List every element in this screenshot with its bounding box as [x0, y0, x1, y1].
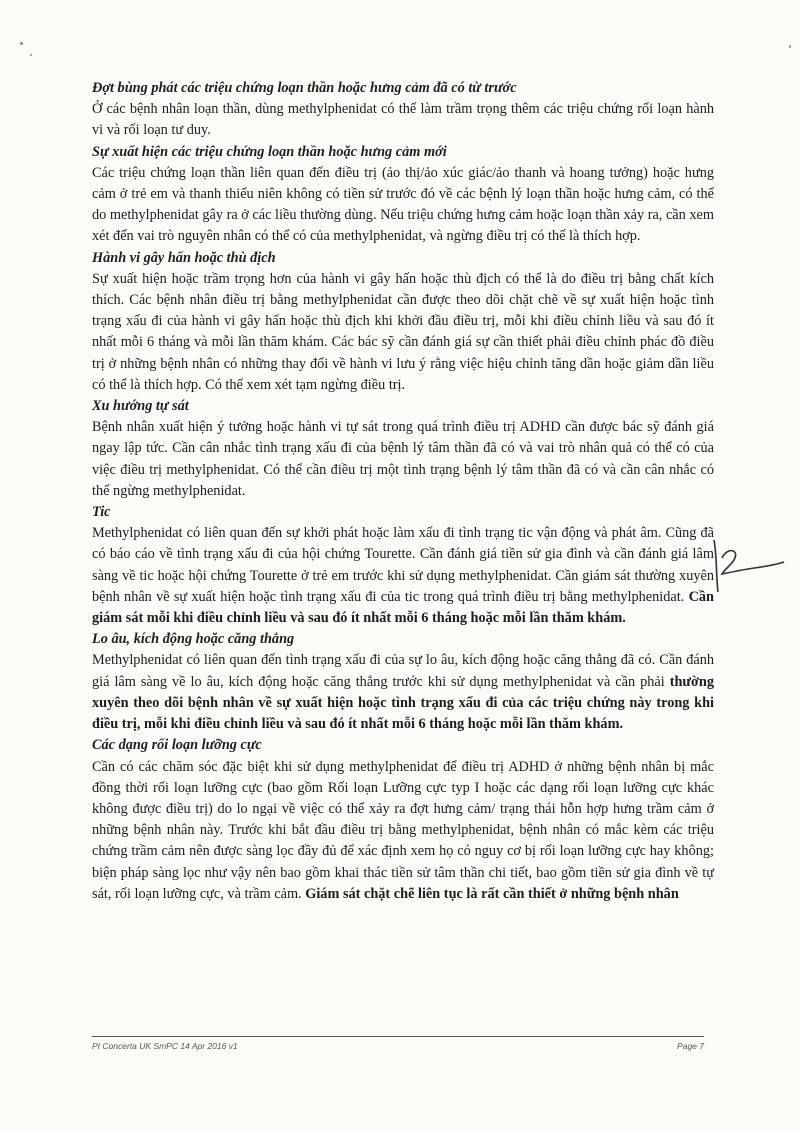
document-body	[92, 78, 714, 905]
section-heading: Các dạng rối loạn lưỡng cực	[92, 737, 262, 754]
page-footer	[92, 1036, 704, 1051]
section-heading: Lo âu, kích động hoặc căng thẳng	[92, 631, 295, 648]
scan-speck	[30, 54, 32, 56]
section-paragraph	[92, 650, 714, 735]
paragraph-text: Methylphenidat có liên quan đến tình trạng xấu đi của sự lo âu, kích động hoặc căng thẳng đã có. Cần đánh giá lâm sàng về lo âu, kích động hoặc căng thẳng trước khi sử dụng methylphenidat và cần phải	[92, 652, 714, 690]
section-paragraph	[92, 269, 714, 396]
section-heading: Đợt bùng phát các triệu chứng loạn thần hoặc hưng cảm đã có từ trước	[92, 80, 517, 96]
scan-speck	[789, 45, 791, 48]
scan-speck	[20, 42, 23, 45]
section-paragraph	[92, 163, 714, 248]
section-heading: Hành vi gây hấn hoặc thù địch	[92, 249, 276, 266]
paragraph-text: Bệnh nhân xuất hiện ý tưởng hoặc hành vi tự sát trong quá trình điều trị ADHD cần được bác sỹ đánh giá ngay lập tức. Cần cân nhắc tình trạng xấu đi của bệnh lý tâm thần đã có và vai trò nhân quả có thể có của việc điều trị methylphenidat. Có thể cần điều trị một tình trạng bệnh lý tâm thần đã có và cần cân nhắc có thể ngừng methylphenidat.	[92, 419, 714, 499]
paragraph-bold-text: thường xuyên theo dõi bệnh nhân về sự xuất hiện hoặc tình trạng xấu đi của các triệu chứng này trong khi điều trị, mỗi khi điều chỉnh liều và sau đó ít nhất mỗi 6 tháng hoặc mỗi lần thăm khám.	[92, 673, 714, 733]
section-heading: Tic	[92, 504, 111, 521]
footer-document-id: PI Concerta UK SmPC 14 Apr 2016 v1	[92, 1041, 238, 1051]
paragraph-text: Các triệu chứng loạn thần liên quan đến điều trị (ảo thị/ảo xúc giác/ảo thanh và hoang tưởng) hoặc hưng cảm ở trẻ em và thanh thiếu niên không có tiền sử trước đó về các bệnh lý loạn thần hoặc hưng cảm, có thể do methylphenidat gây ra ở các liều thường dùng. Nếu triệu chứng hưng cảm hoặc loạn thần xảy ra, cần xem xét đến vai trò nguyên nhân có thể có của methylphenidat, và ngừng điều trị có thể là thích hợp.	[92, 164, 714, 245]
section-heading: Xu hướng tự sát	[92, 398, 189, 415]
section-paragraph	[92, 757, 714, 905]
section-paragraph	[92, 99, 714, 141]
paragraph-text: Ở các bệnh nhân loạn thần, dùng methylphenidat có thể làm trầm trọng thêm các triệu chứng rối loạn hành vi và rối loạn tư duy.	[92, 101, 714, 139]
paragraph-bold-text: Cần giám sát mỗi khi điều chỉnh liều và sau đó ít nhất mỗi 6 tháng hoặc mỗi lần thăm khám.	[92, 588, 714, 627]
section-heading: Sự xuất hiện các triệu chứng loạn thần hoặc hưng cảm mới	[92, 143, 447, 160]
handwritten-mark	[708, 536, 788, 596]
paragraph-bold-text: Giám sát chặt chẽ liên tục là rất cần thiết ở những bệnh nhân	[305, 885, 679, 902]
section-paragraph	[92, 523, 714, 629]
footer-page-number: Page 7	[677, 1041, 704, 1051]
section-paragraph	[92, 417, 714, 502]
paragraph-text: Sự xuất hiện hoặc trầm trọng hơn của hành vi gây hấn hoặc thù địch có thể là do điều trị bằng chất kích thích. Các bệnh nhân điều trị bằng methylphenidat cần được theo dõi chặt chẽ về sự xuất hiện hoặc tình trạng xấu đi của hành vi gây hấn hoặc thù địch khi khởi đầu điều trị, mỗi khi điều chỉnh liều và sau đó ít nhất mỗi 6 tháng và mỗi lần thăm khám. Các bác sỹ cần đánh giá sự cần thiết phải điều chỉnh phác đồ điều trị ở những bệnh nhân có những thay đổi về hành vi lưu ý rằng việc hiệu chỉnh tăng dần hoặc giảm dần liều có thể là thích hợp. Có thể xem xét tạm ngừng điều trị.	[92, 270, 714, 393]
paragraph-text: Methylphenidat có liên quan đến sự khởi phát hoặc làm xấu đi tình trạng tic vận động và phát âm. Cũng đã có báo cáo về tình trạng xấu đi của hội chứng Tourette. Cần đánh giá tiền sử gia đình và cần đánh giá lâm sàng về tic hoặc hội chứng Tourette ở trẻ em trước khi sử dụng methylphenidat. Cần giám sát thường xuyên bệnh nhân về sự xuất hiện hoặc tình trạng xấu đi của tic trong quá trình điều trị bằng methylphenidat.	[92, 525, 714, 605]
paragraph-text: Cần có các chăm sóc đặc biệt khi sử dụng methylphenidat để điều trị ADHD ở những bệnh nhân bị mắc đồng thời rối loạn lưỡng cực (bao gồm Rối loạn Lưỡng cực typ I hoặc các dạng rối loạn lưỡng cực khác không được điều trị) do lo ngại về việc có thể xảy ra đợt hưng cảm/ trạng thái hỗn hợp hưng trầm cảm ở những bệnh nhân này. Trước khi bắt đầu điều trị bằng methylphenidat, bệnh nhân có mắc kèm các triệu chứng trầm cảm nên được sàng lọc đầy đủ để xác định xem họ có nguy cơ bị rối loạn lưỡng cực hay không; biện pháp sàng lọc như vậy nên bao gồm khai thác tiền sử tâm thần chi tiết, bao gồm tiền sử gia đình về tự sát, rối loạn lưỡng cực, và trầm cảm.	[92, 758, 714, 902]
